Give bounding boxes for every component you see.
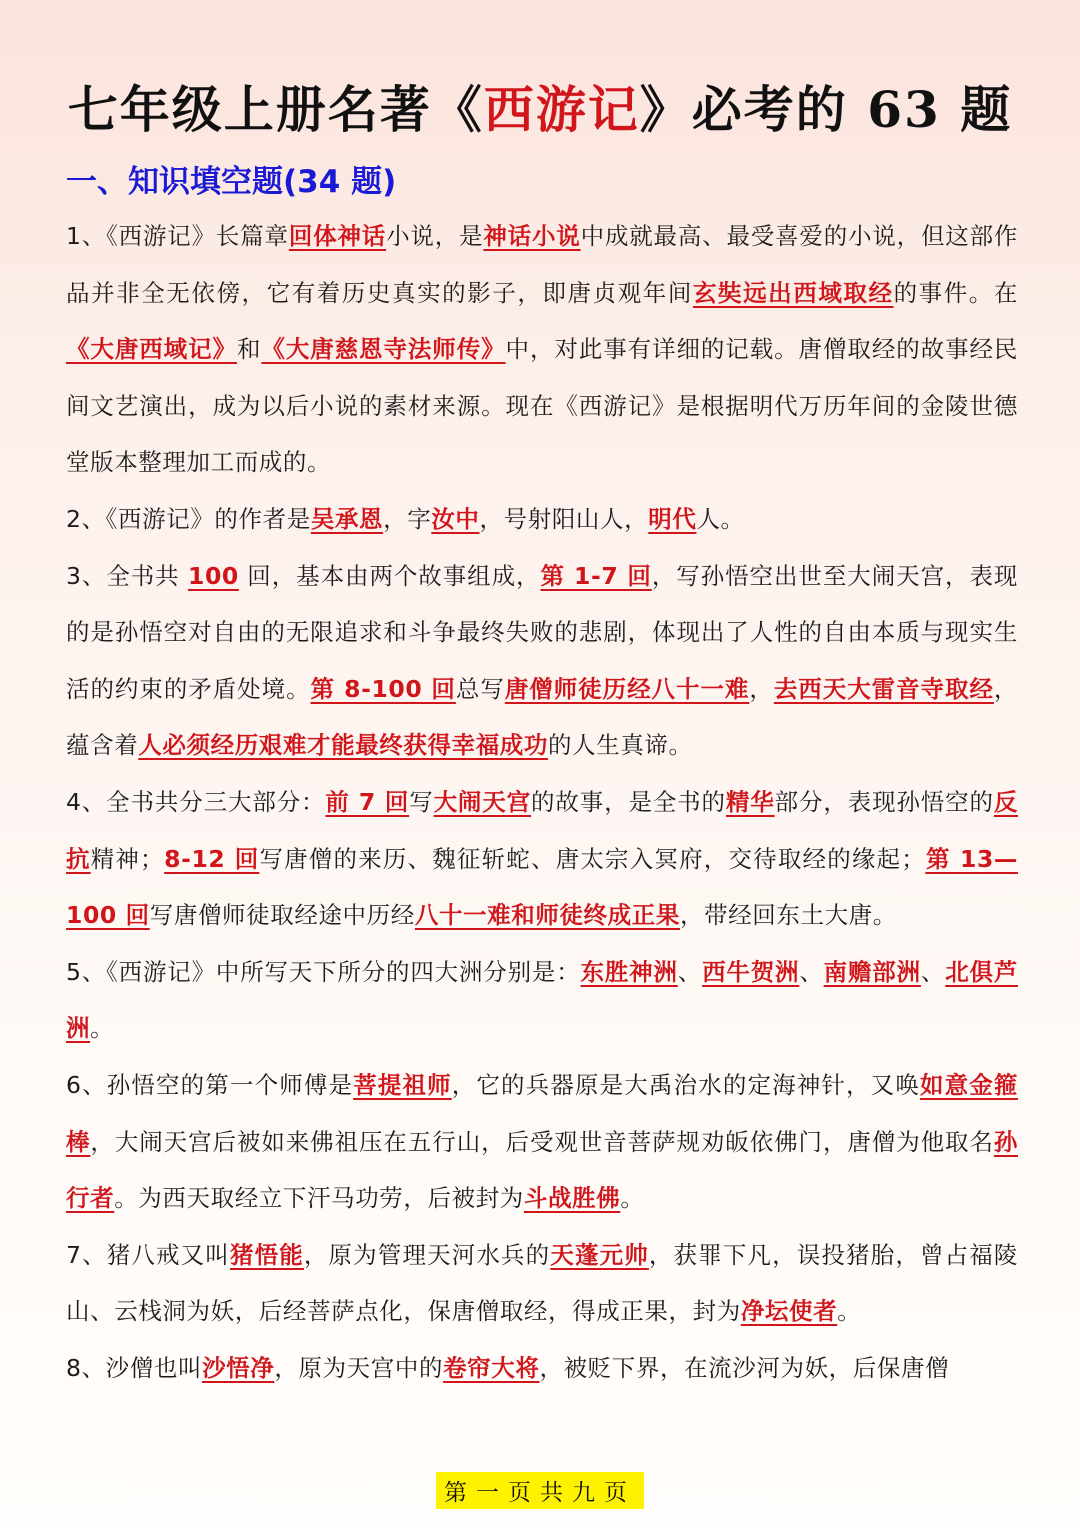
question-list — [66, 208, 1018, 1396]
question-7: 7、猪八戒又叫猪悟能，原为管理天河水兵的天蓬元帅，获罪下凡，误投猪胎，曾占福陵山、云栈洞为妖，后经菩萨点化，保唐僧取经，得成正果，封为净坛使者。 — [66, 1240, 1019, 1326]
question-2: 2、《西游记》的作者是吴承恩，字汝中，号射阳山人，明代人。 — [66, 504, 745, 533]
title-text-post: 》必考的 63 题 — [639, 80, 1013, 139]
answer: 第 1-7 回 — [540, 561, 652, 590]
answer: 南赡部洲 — [823, 957, 921, 986]
answer: 玄奘远出西域取经 — [692, 278, 894, 307]
section-heading: 一、知识填空题(34 题) — [66, 164, 397, 200]
question-4: 4、全书共分三大部分：前 7 回写大闹天宫的故事，是全书的精华部分，表现孙悟空的反抗精神；8-12 回写唐僧的来历、魏征斩蛇、唐太宗入冥府，交待取经的缘起；第 13—100 回写唐僧师徒取经途中历经八十一难和师徒终成正果，带经回东土大唐。 — [66, 787, 1018, 930]
answer: 第 13—100 回 — [66, 844, 1018, 930]
answer: 斗战胜佛 — [523, 1184, 621, 1213]
answer: 汝中 — [431, 504, 480, 533]
question-8: 8、沙僧也叫沙悟净，原为天宫中的卷帘大将，被贬下界，在流沙河为妖，后保唐僧 — [66, 1353, 950, 1382]
answer: 如意金箍棒 — [66, 1070, 1018, 1156]
answer: 明代 — [648, 504, 697, 533]
answer: 净坛使者 — [740, 1297, 838, 1326]
answer: 北俱芦洲 — [66, 957, 1018, 1043]
answer: 神话小说 — [483, 222, 581, 250]
question-5: 5、《西游记》中所写天下所分的四大洲分别是：东胜神洲、西牛贺洲、南赡部洲、北俱芦洲。 — [66, 957, 1018, 1043]
answer: 第 8-100 回 — [310, 674, 456, 703]
title-highlight: 西游记 — [483, 80, 640, 139]
answer: 孙行者 — [66, 1127, 1018, 1213]
answer: 卷帘大将 — [443, 1353, 540, 1382]
answer: 回体神话 — [288, 222, 387, 250]
question-1: 1、《西游记》长篇章回体神话小说，是神话小说中成就最高、最受喜爱的小说，但这部作品并非全无依傍，它有着历史真实的影子，即唐贞观年间玄奘远出西域取经的事件。在《大唐西域记》和《大唐慈恩寺法师传》中，对此事有详细的记载。唐僧取经的故事经民间文艺演出，成为以后小说的素材来源。现在《西游记》是根据明代万历年间的金陵世德堂版本整理加工而成的。 — [66, 222, 1019, 477]
question-3: 3、全书共 100 回，基本由两个故事组成，第 1-7 回，写孙悟空出世至大闹天宫，表现的是孙悟空对自由的无限追求和斗争最终失败的悲剧，体现出了人性的自由本质与现实生活的约束的矛盾处境。第 8-100 回总写唐僧师徒历经八十一难，去西天大雷音寺取经，蕴含着人必须经历艰难才能最终获得幸福成功的人生真谛。 — [66, 561, 1019, 760]
answer: 反抗 — [66, 787, 1018, 873]
answer: 大闹天宫 — [433, 787, 532, 816]
answer: 《大唐西域记》 — [66, 335, 237, 364]
answer: 前 7 回 — [325, 787, 410, 816]
answer: 去西天大雷音寺取经 — [773, 674, 994, 703]
answer: 菩提祖师 — [353, 1070, 452, 1099]
question-6: 6、孙悟空的第一个师傅是菩提祖师，它的兵器原是大禹治水的定海神针，又唤如意金箍棒，大闹天宫后被如来佛祖压在五行山，后受观世音菩萨规劝皈依佛门，唐僧为他取名孙行者。为西天取经立下汗马功劳，后被封为斗战胜佛。 — [66, 1070, 1018, 1213]
answer: 沙悟净 — [202, 1353, 275, 1382]
answer: 八十一难和师徒终成正果 — [414, 901, 680, 930]
title-text-pre: 七年级上册名著《 — [67, 80, 484, 139]
answer: 《大唐慈恩寺法师传》 — [261, 335, 506, 364]
answer: 东胜神洲 — [580, 957, 678, 986]
answer: 精华 — [725, 787, 775, 816]
page-number: 第一页共九页 — [436, 1472, 644, 1509]
answer: 唐僧师徒历经八十一难 — [504, 674, 750, 703]
answer: 西牛贺洲 — [702, 957, 800, 986]
answer: 天蓬元帅 — [550, 1240, 649, 1269]
answer: 人必须经历艰难才能最终获得幸福成功 — [138, 731, 549, 760]
answer: 猪悟能 — [229, 1240, 304, 1269]
page-footer — [0, 1472, 1080, 1509]
answer: 吴承恩 — [310, 504, 384, 533]
answer: 8-12 回 — [164, 844, 260, 873]
answer: 100 — [188, 561, 239, 590]
page-title — [0, 70, 1080, 142]
